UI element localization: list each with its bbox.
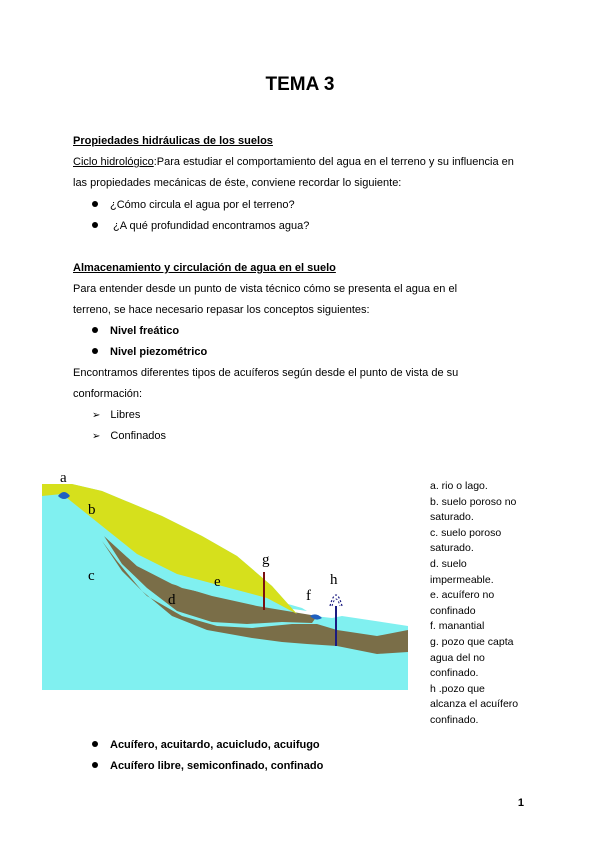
ciclo-label: Ciclo hidrológico bbox=[73, 156, 154, 168]
paragraph-line: conformación: bbox=[73, 388, 143, 400]
label-g: g bbox=[262, 552, 270, 568]
list-item bbox=[92, 760, 323, 772]
diagram-legend bbox=[430, 479, 538, 729]
list-item bbox=[92, 430, 166, 442]
label-b: b bbox=[88, 502, 96, 518]
legend-line: saturado. bbox=[430, 511, 474, 524]
paragraph-line: Para entender desde un punto de vista técnico cómo se presenta el agua en el bbox=[73, 283, 458, 295]
bullet-icon bbox=[92, 327, 98, 333]
legend-line: a. rio o lago. bbox=[430, 480, 488, 492]
list-item-text: Libres bbox=[110, 409, 141, 421]
list-item-text: ¿A qué profundidad encontramos agua? bbox=[110, 220, 310, 232]
legend-line: g. pozo que capta bbox=[430, 635, 514, 648]
arrow-icon: ➢ bbox=[92, 431, 101, 442]
bullet-icon bbox=[92, 201, 98, 207]
bullet-icon bbox=[92, 762, 98, 768]
section-heading-hydraulic: Propiedades hidráulicas de los suelos bbox=[73, 135, 273, 147]
list-item-text: ¿Cómo circula el agua por el terreno? bbox=[110, 199, 295, 211]
arrow-icon: ➢ bbox=[92, 410, 101, 421]
legend-line: f. manantial bbox=[430, 620, 485, 633]
list-item bbox=[92, 220, 309, 232]
label-f: f bbox=[306, 588, 311, 604]
legend-line: c. suelo poroso bbox=[430, 526, 502, 539]
list-item-text: Acuífero, acuitardo, acuicludo, acuifugo bbox=[110, 739, 320, 751]
label-h: h bbox=[330, 572, 338, 588]
page-title: TEMA 3 bbox=[265, 74, 335, 95]
section-heading-storage: Almacenamiento y circulación de agua en el suelo bbox=[73, 262, 336, 274]
paragraph-line: Encontramos diferentes tipos de acuíferos según desde el punto de vista de su bbox=[73, 367, 459, 379]
label-e: e bbox=[214, 574, 221, 590]
legend-line: agua del no bbox=[430, 651, 485, 664]
label-a: a bbox=[60, 470, 67, 486]
list-item-text: Acuífero libre, semiconfinado, confinado bbox=[110, 760, 324, 772]
label-d: d bbox=[168, 592, 176, 608]
bullet-icon bbox=[92, 222, 98, 228]
list-item bbox=[92, 346, 207, 358]
legend-line: confinado. bbox=[430, 667, 479, 680]
list-item bbox=[92, 325, 179, 337]
legend-line: d. suelo bbox=[430, 557, 467, 570]
list-item-text: Nivel freático bbox=[110, 325, 180, 337]
list-item bbox=[92, 199, 295, 211]
paragraph-line: las propiedades mecánicas de éste, conviene recordar lo siguiente: bbox=[73, 177, 402, 189]
legend-line: alcanza el acuífero bbox=[430, 698, 519, 711]
legend-line: confinado bbox=[430, 604, 476, 617]
list-item bbox=[92, 739, 320, 751]
legend-line: h .pozo que bbox=[430, 682, 485, 695]
legend-line: impermeable. bbox=[430, 573, 494, 586]
legend-line: saturado. bbox=[430, 542, 474, 555]
legend-line: confinado. bbox=[430, 713, 479, 726]
bullet-icon bbox=[92, 741, 98, 747]
ciclo-text: :Para estudiar el comportamiento del agua en el terreno y su influencia en bbox=[153, 156, 514, 168]
legend-line: e. acuífero no bbox=[430, 589, 495, 602]
label-c: c bbox=[88, 568, 95, 584]
page-number: 1 bbox=[517, 797, 524, 809]
paragraph-line: terreno, se hace necesario repasar los conceptos siguientes: bbox=[73, 304, 370, 316]
legend-line: b. suelo poroso no bbox=[430, 495, 517, 508]
list-item-text: Nivel piezométrico bbox=[110, 346, 208, 358]
aquifer-diagram bbox=[42, 466, 408, 690]
list-item-text: Confinados bbox=[110, 430, 167, 442]
paragraph-ciclo bbox=[73, 156, 514, 168]
list-item bbox=[92, 409, 140, 421]
bullet-icon bbox=[92, 348, 98, 354]
